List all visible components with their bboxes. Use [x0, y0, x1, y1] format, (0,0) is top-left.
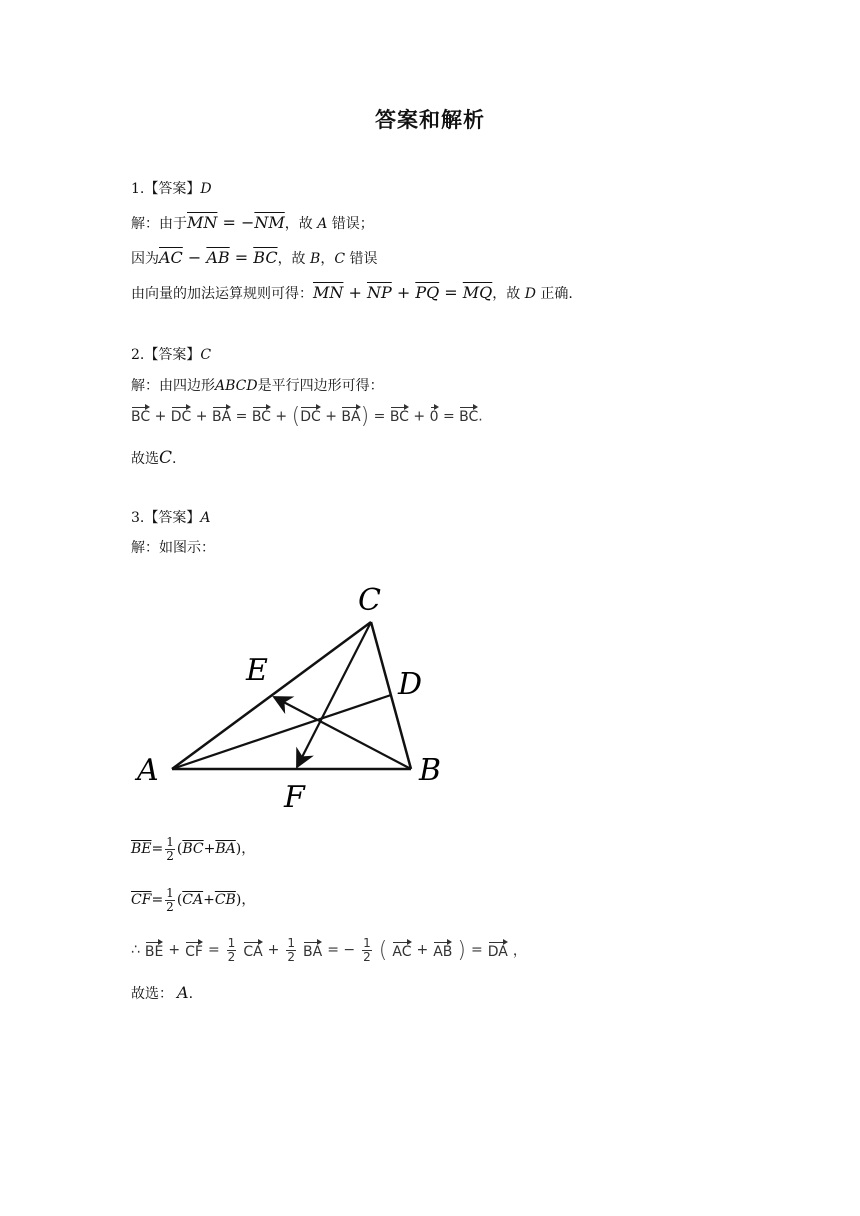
letter: C	[159, 448, 173, 468]
letter: B	[310, 251, 321, 267]
denominator: 2	[363, 949, 371, 964]
text: +	[343, 283, 367, 302]
vector-cf: CF	[185, 940, 203, 960]
text: )	[235, 841, 242, 857]
q2-head: 2.【答案】	[131, 347, 201, 363]
vector-ca: $\overline{CA}$	[182, 892, 204, 908]
right-paren: )	[360, 404, 370, 429]
operator: =	[151, 892, 164, 908]
q1-line1	[131, 213, 374, 234]
vector-bc: BC	[390, 405, 409, 425]
operator: +	[203, 841, 216, 857]
q2-equation	[131, 404, 483, 429]
q1-head: 1.【答案】	[131, 181, 201, 197]
operator: +	[195, 408, 208, 425]
numerator: 1	[166, 885, 174, 900]
text: = −	[217, 213, 255, 232]
text: (	[176, 892, 183, 908]
operator: =	[373, 408, 386, 425]
zero-vector: 0	[430, 405, 439, 425]
vector-ab: AB	[433, 940, 452, 960]
text: )	[235, 892, 242, 908]
operator: =	[442, 408, 455, 425]
operator: +	[154, 408, 167, 425]
text: 故选：	[131, 986, 173, 1002]
vector-bc: $\overline{BC}$	[182, 841, 204, 857]
vector-ba: BA	[303, 940, 322, 960]
q1-line2	[131, 248, 377, 269]
text: 是平行四边形可得：	[257, 378, 384, 394]
left-paren: (	[378, 937, 388, 963]
q3-eq2	[131, 883, 255, 917]
denominator: 2	[287, 949, 296, 964]
operator: =	[471, 942, 483, 958]
therefore-symbol: ∴	[131, 942, 140, 958]
text: =	[439, 283, 463, 302]
fraction	[165, 836, 175, 863]
text: +	[391, 283, 416, 302]
text: .	[478, 408, 483, 425]
right-paren: )	[457, 937, 467, 963]
letter: C	[334, 251, 346, 267]
q3-eq1	[131, 832, 255, 866]
denominator: 2	[166, 899, 174, 914]
shape-name: ABCD	[215, 378, 258, 394]
operator: +	[325, 408, 337, 425]
vector-cb: $\overline{CB}$	[214, 892, 236, 908]
operator: +	[413, 408, 426, 425]
q3-conclusion	[131, 983, 193, 1004]
text: 错误	[349, 251, 378, 267]
vector-bc: $\overline{BC}$	[253, 248, 278, 267]
text: 解：由四边形	[131, 378, 215, 394]
point-f-label: F	[284, 780, 305, 815]
q3-head: 3.【答案】	[131, 510, 201, 526]
point-e-label: E	[246, 653, 268, 688]
vector-be: BE	[145, 940, 163, 960]
text: 错误；	[331, 216, 374, 232]
numerator: 1	[166, 834, 174, 849]
text: 解：由于	[131, 216, 187, 232]
triangle-figure	[130, 578, 460, 818]
text: 故选	[131, 451, 159, 467]
vector-pq: $\overline{PQ}$	[415, 283, 440, 302]
vertex-a-label: A	[137, 753, 159, 788]
left-paren: (	[291, 404, 301, 429]
vector-mq: $\overline{MQ}$	[462, 283, 493, 302]
q2-answer: C	[200, 347, 212, 363]
vector-ab: $\overline{AB}$	[206, 248, 230, 267]
denominator: 2	[227, 949, 236, 964]
vector-bc: BC	[459, 405, 478, 425]
q1-answer: D	[200, 181, 212, 197]
vector-ba: $\overline{BA}$	[215, 841, 236, 857]
operator: +	[168, 942, 181, 958]
vertex-c-label: C	[358, 583, 381, 618]
text: ，	[241, 892, 256, 908]
vector-bc: BC	[131, 405, 150, 425]
vector-ac: AC	[392, 940, 411, 960]
q2-line1	[131, 376, 384, 396]
vector-nm: $\overline{NM}$	[254, 213, 285, 232]
q3-answer: A	[200, 510, 211, 526]
text: 正确.	[540, 286, 573, 302]
operator: +	[267, 942, 280, 958]
operator: +	[416, 942, 429, 958]
text: .	[188, 986, 194, 1002]
point-d-label: D	[398, 667, 423, 702]
operator: +	[203, 892, 215, 908]
operator: +	[275, 408, 288, 425]
fraction	[286, 937, 296, 964]
q2-conclusion	[131, 448, 176, 469]
operator: =	[151, 841, 164, 857]
vector-be: $\overline{BE}$	[131, 841, 152, 857]
numerator: 1	[287, 935, 296, 950]
text: (	[176, 841, 183, 857]
vertex-b-label: B	[419, 753, 442, 788]
letter: A	[317, 216, 328, 232]
fraction	[165, 887, 175, 914]
operator: =	[235, 408, 248, 425]
text: .	[172, 451, 177, 467]
vector-ba: BA	[341, 405, 360, 425]
q3-header	[131, 508, 210, 528]
median-ad	[172, 695, 391, 769]
q1-header	[131, 179, 212, 199]
vector-cf: $\overline{CF}$	[131, 892, 152, 908]
text: ，故	[277, 251, 306, 267]
text: ，	[320, 251, 335, 267]
vector-dc: DC	[171, 405, 192, 425]
text: 由向量的加法运算规则可得：	[131, 286, 313, 302]
q3-eq3	[131, 932, 527, 968]
q2-header	[131, 345, 211, 365]
letter: D	[524, 286, 536, 302]
side-ac	[172, 622, 371, 769]
numerator: 1	[227, 935, 236, 950]
vector-np: $\overline{NP}$	[366, 283, 392, 302]
numerator: 1	[363, 935, 371, 950]
vector-ac: $\overline{AC}$	[159, 248, 183, 267]
vector-dc: DC	[300, 405, 321, 425]
page-title: 答案和解析	[375, 108, 485, 132]
operator: =	[207, 942, 220, 958]
text: 因为	[131, 251, 159, 267]
vector-be-arrow	[274, 697, 411, 769]
vector-ca: CA	[243, 940, 262, 960]
vector-ba: BA	[212, 405, 231, 425]
q1-line3	[131, 283, 573, 304]
vector-bc: BC	[252, 405, 271, 425]
text: ，	[512, 943, 527, 959]
text: ，故	[284, 216, 313, 232]
text: ，	[241, 841, 256, 857]
vector-da: DA	[488, 940, 508, 960]
text: =	[229, 248, 254, 267]
vector-mn: $\overline{MN}$	[187, 213, 218, 232]
vector-mn: $\overline{MN}$	[313, 283, 344, 302]
fraction	[362, 937, 372, 964]
operator: = −	[327, 942, 356, 958]
fraction	[227, 937, 237, 964]
vector-cf-arrow	[297, 622, 371, 767]
q3-line1: 解：如图示：	[131, 540, 215, 556]
denominator: 2	[166, 848, 174, 863]
text: ，故	[492, 286, 521, 302]
text: −	[182, 248, 207, 267]
letter: A	[177, 983, 189, 1002]
